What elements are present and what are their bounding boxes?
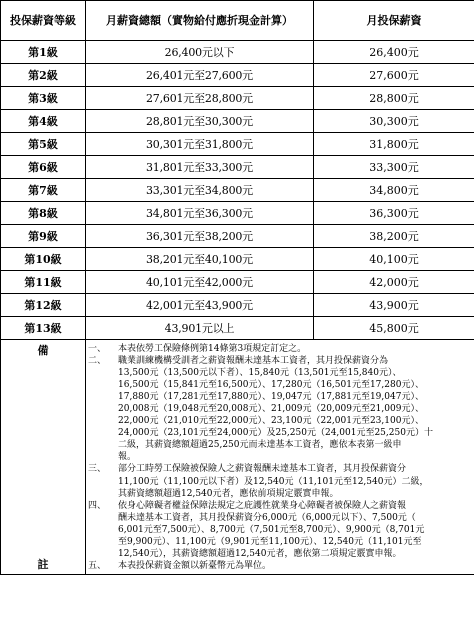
insured-salary-cell: 45,800元	[314, 317, 474, 340]
grade-level-cell: 第9級	[1, 225, 86, 248]
salary-range-cell: 30,301元至31,800元	[86, 133, 314, 156]
note-item	[88, 560, 470, 572]
grade-level-cell: 第11級	[1, 271, 86, 294]
salary-range-cell: 26,401元至27,600元	[86, 64, 314, 87]
notes-label-top: 備	[37, 344, 49, 357]
salary-range-cell: 27,601元至28,800元	[86, 87, 314, 110]
table-row	[1, 156, 474, 179]
insured-salary-cell: 42,000元	[314, 271, 474, 294]
salary-range-cell: 33,301元至34,800元	[86, 179, 314, 202]
grade-level-cell: 第10級	[1, 248, 86, 271]
note-number: 四、	[88, 500, 107, 511]
table-row	[1, 294, 474, 317]
salary-range-cell: 28,801元至30,300元	[86, 110, 314, 133]
note-item	[88, 355, 470, 463]
table-row	[1, 225, 474, 248]
salary-range-cell: 31,801元至33,300元	[86, 156, 314, 179]
notes-label-bottom: 註	[37, 557, 49, 571]
note-number: 三、	[88, 464, 107, 475]
grade-level-cell: 第13級	[1, 317, 86, 340]
grade-level-cell: 第2級	[1, 64, 86, 87]
salary-range-cell: 43,901元以上	[86, 317, 314, 340]
insured-salary-cell: 30,300元	[314, 110, 474, 133]
note-item	[88, 343, 470, 355]
table-row	[1, 179, 474, 202]
note-text: 依身心障礙者權益保障法規定之庇護性就業身心障礙者被保險人之薪資報 酬未達基本工資者，其月投保薪資分6,000元（6,000元以下）、7,500元（ 6,001元至7,500元）、8,700元（7,501元至8,700元）、9,900元（8,701元 至9,900元）、11,100元（9,901元至11,100元）、12,540元（11,101元至 12,540元），其薪資總額超過12,540元者，應依第二項規定覈實申報。	[118, 500, 425, 559]
table-row	[1, 110, 474, 133]
insured-salary-cell: 31,800元	[314, 133, 474, 156]
grade-level-cell: 第4級	[1, 110, 86, 133]
insured-salary-cell: 38,200元	[314, 225, 474, 248]
table-row	[1, 271, 474, 294]
grade-level-cell: 第7級	[1, 179, 86, 202]
header-insured: 月投保薪資	[314, 1, 474, 41]
grade-level-cell: 第1級	[1, 41, 86, 64]
notes-content	[86, 340, 474, 575]
insured-salary-cell: 40,100元	[314, 248, 474, 271]
insured-salary-cell: 27,600元	[314, 64, 474, 87]
insured-salary-cell: 28,800元	[314, 87, 474, 110]
insured-salary-cell: 36,300元	[314, 202, 474, 225]
salary-range-cell: 38,201元至40,100元	[86, 248, 314, 271]
table-row	[1, 133, 474, 156]
note-item	[88, 463, 470, 499]
table-row	[1, 202, 474, 225]
note-item	[88, 500, 470, 560]
note-text: 本表依勞工保險條例第14條第3項規定訂定之。	[118, 344, 307, 354]
note-number: 五、	[88, 560, 107, 571]
table-row	[1, 64, 474, 87]
note-number: 一、	[88, 344, 107, 354]
grade-level-cell: 第8級	[1, 202, 86, 225]
insured-salary-cell: 34,800元	[314, 179, 474, 202]
notes-label	[1, 340, 86, 575]
grade-level-cell: 第12級	[1, 294, 86, 317]
notes-row	[1, 340, 474, 575]
note-text: 部分工時勞工保險被保險人之薪資報酬未達基本工資者，其月投保薪資分 11,100元（11,100元以下者）及12,540元（11,101元至12,540元）二級， 其薪資總額超過12,540元者，應依前項規定覈實申報。	[118, 464, 429, 499]
header-range: 月薪資總額（實物給付應折現金計算）	[86, 1, 314, 41]
grade-level-cell: 第6級	[1, 156, 86, 179]
salary-range-cell: 26,400元以下	[86, 41, 314, 64]
table-row	[1, 41, 474, 64]
note-number: 二、	[88, 356, 107, 367]
salary-range-cell: 34,801元至36,300元	[86, 202, 314, 225]
grade-level-cell: 第3級	[1, 87, 86, 110]
insured-salary-cell: 26,400元	[314, 41, 474, 64]
table-row	[1, 87, 474, 110]
table-row	[1, 248, 474, 271]
salary-range-cell: 42,001元至43,900元	[86, 294, 314, 317]
header-grade: 投保薪資等級	[1, 1, 86, 41]
grade-level-cell: 第5級	[1, 133, 86, 156]
note-text: 職業訓練機構受訓者之薪資報酬未達基本工資者，其月投保薪資分為 13,500元（13,500元以下者）、15,840元（13,501元至15,840元）、 16,500元（15,841元至16,500元）、17,280元（16,501元至17,280元）、 17,880元（17,281元至17,880元）、19,047元（17,881元至19,047元）、 20,008元（19,048元至20,008元）、21,009元（20,009元至21,009元）、 22,000元（21,010元至22,000元）、23,100元（22,001元至23,100元）、 24,000元（23,101元至24,000元）及25,250元（24,001元至25,250元）十 二級，其薪資總額超過25,250元而未達基本工資者，應依本表第一級申 報。	[118, 356, 433, 463]
header-row	[1, 1, 474, 41]
note-text: 本表投保薪資金額以新臺幣元為單位。	[118, 560, 272, 571]
table-row	[1, 317, 474, 340]
insured-salary-cell: 43,900元	[314, 294, 474, 317]
insured-salary-cell: 33,300元	[314, 156, 474, 179]
salary-range-cell: 36,301元至38,200元	[86, 225, 314, 248]
salary-range-cell: 40,101元至42,000元	[86, 271, 314, 294]
